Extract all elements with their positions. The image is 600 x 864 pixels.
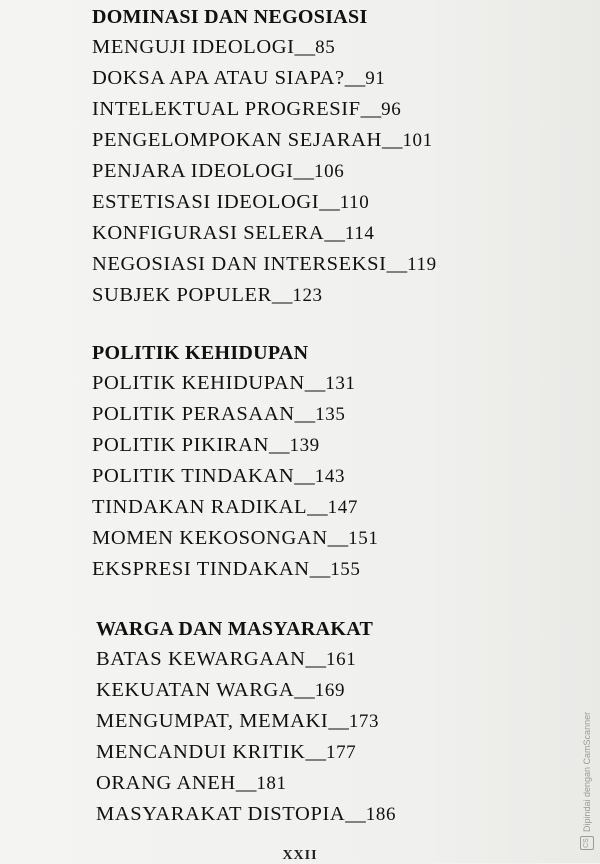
toc-section-dominasi	[92, 2, 437, 311]
toc-entry: BATAS KEWARGAAN__161	[96, 648, 357, 670]
scanner-watermark	[580, 712, 594, 850]
toc-entry: PENGELOMPOKAN SEJARAH__101	[92, 129, 433, 151]
camscanner-logo-icon: CS	[580, 836, 594, 850]
toc-entry: MASYARAKAT DISTOPIA__186	[96, 803, 397, 825]
toc-entry: KONFIGURASI SELERA__114	[92, 222, 375, 244]
toc-entry: ORANG ANEH__181	[96, 772, 287, 794]
toc-entry: POLITIK PERASAAN__135	[92, 403, 346, 425]
watermark-text: Dipindai dengan CamScanner	[582, 711, 592, 832]
section-heading: POLITIK KEHIDUPAN	[92, 342, 309, 364]
toc-entry: MENGUJI IDEOLOGI__85	[92, 36, 336, 58]
toc-entry: NEGOSIASI DAN INTERSEKSI__119	[92, 253, 437, 275]
toc-entry: POLITIK TINDAKAN__143	[92, 465, 346, 487]
toc-entry: KEKUATAN WARGA__169	[96, 679, 346, 701]
toc-entry: DOKSA APA ATAU SIAPA?__91	[92, 67, 386, 89]
toc-entry: SUBJEK POPULER__123	[92, 284, 323, 306]
toc-entry: MENGUMPAT, MEMAKI__173	[96, 710, 380, 732]
toc-section-warga	[96, 614, 396, 830]
toc-entry: EKSPRESI TINDAKAN__155	[92, 558, 361, 580]
toc-entry: ESTETISASI IDEOLOGI__110	[92, 191, 370, 213]
section-heading: WARGA DAN MASYARAKAT	[96, 618, 374, 640]
toc-entry: MOMEN KEKOSONGAN__151	[92, 527, 379, 549]
page-number: XXII	[282, 848, 318, 863]
toc-entry: TINDAKAN RADIKAL__147	[92, 496, 358, 518]
toc-entry: INTELEKTUAL PROGRESIF__96	[92, 98, 402, 120]
toc-entry: POLITIK PIKIRAN__139	[92, 434, 320, 456]
toc-section-politik	[92, 338, 378, 585]
toc-entry: POLITIK KEHIDUPAN__131	[92, 372, 356, 394]
section-heading: DOMINASI DAN NEGOSIASI	[92, 6, 368, 28]
toc-entry: PENJARA IDEOLOGI__106	[92, 160, 345, 182]
toc-entry: MENCANDUI KRITIK__177	[96, 741, 357, 763]
